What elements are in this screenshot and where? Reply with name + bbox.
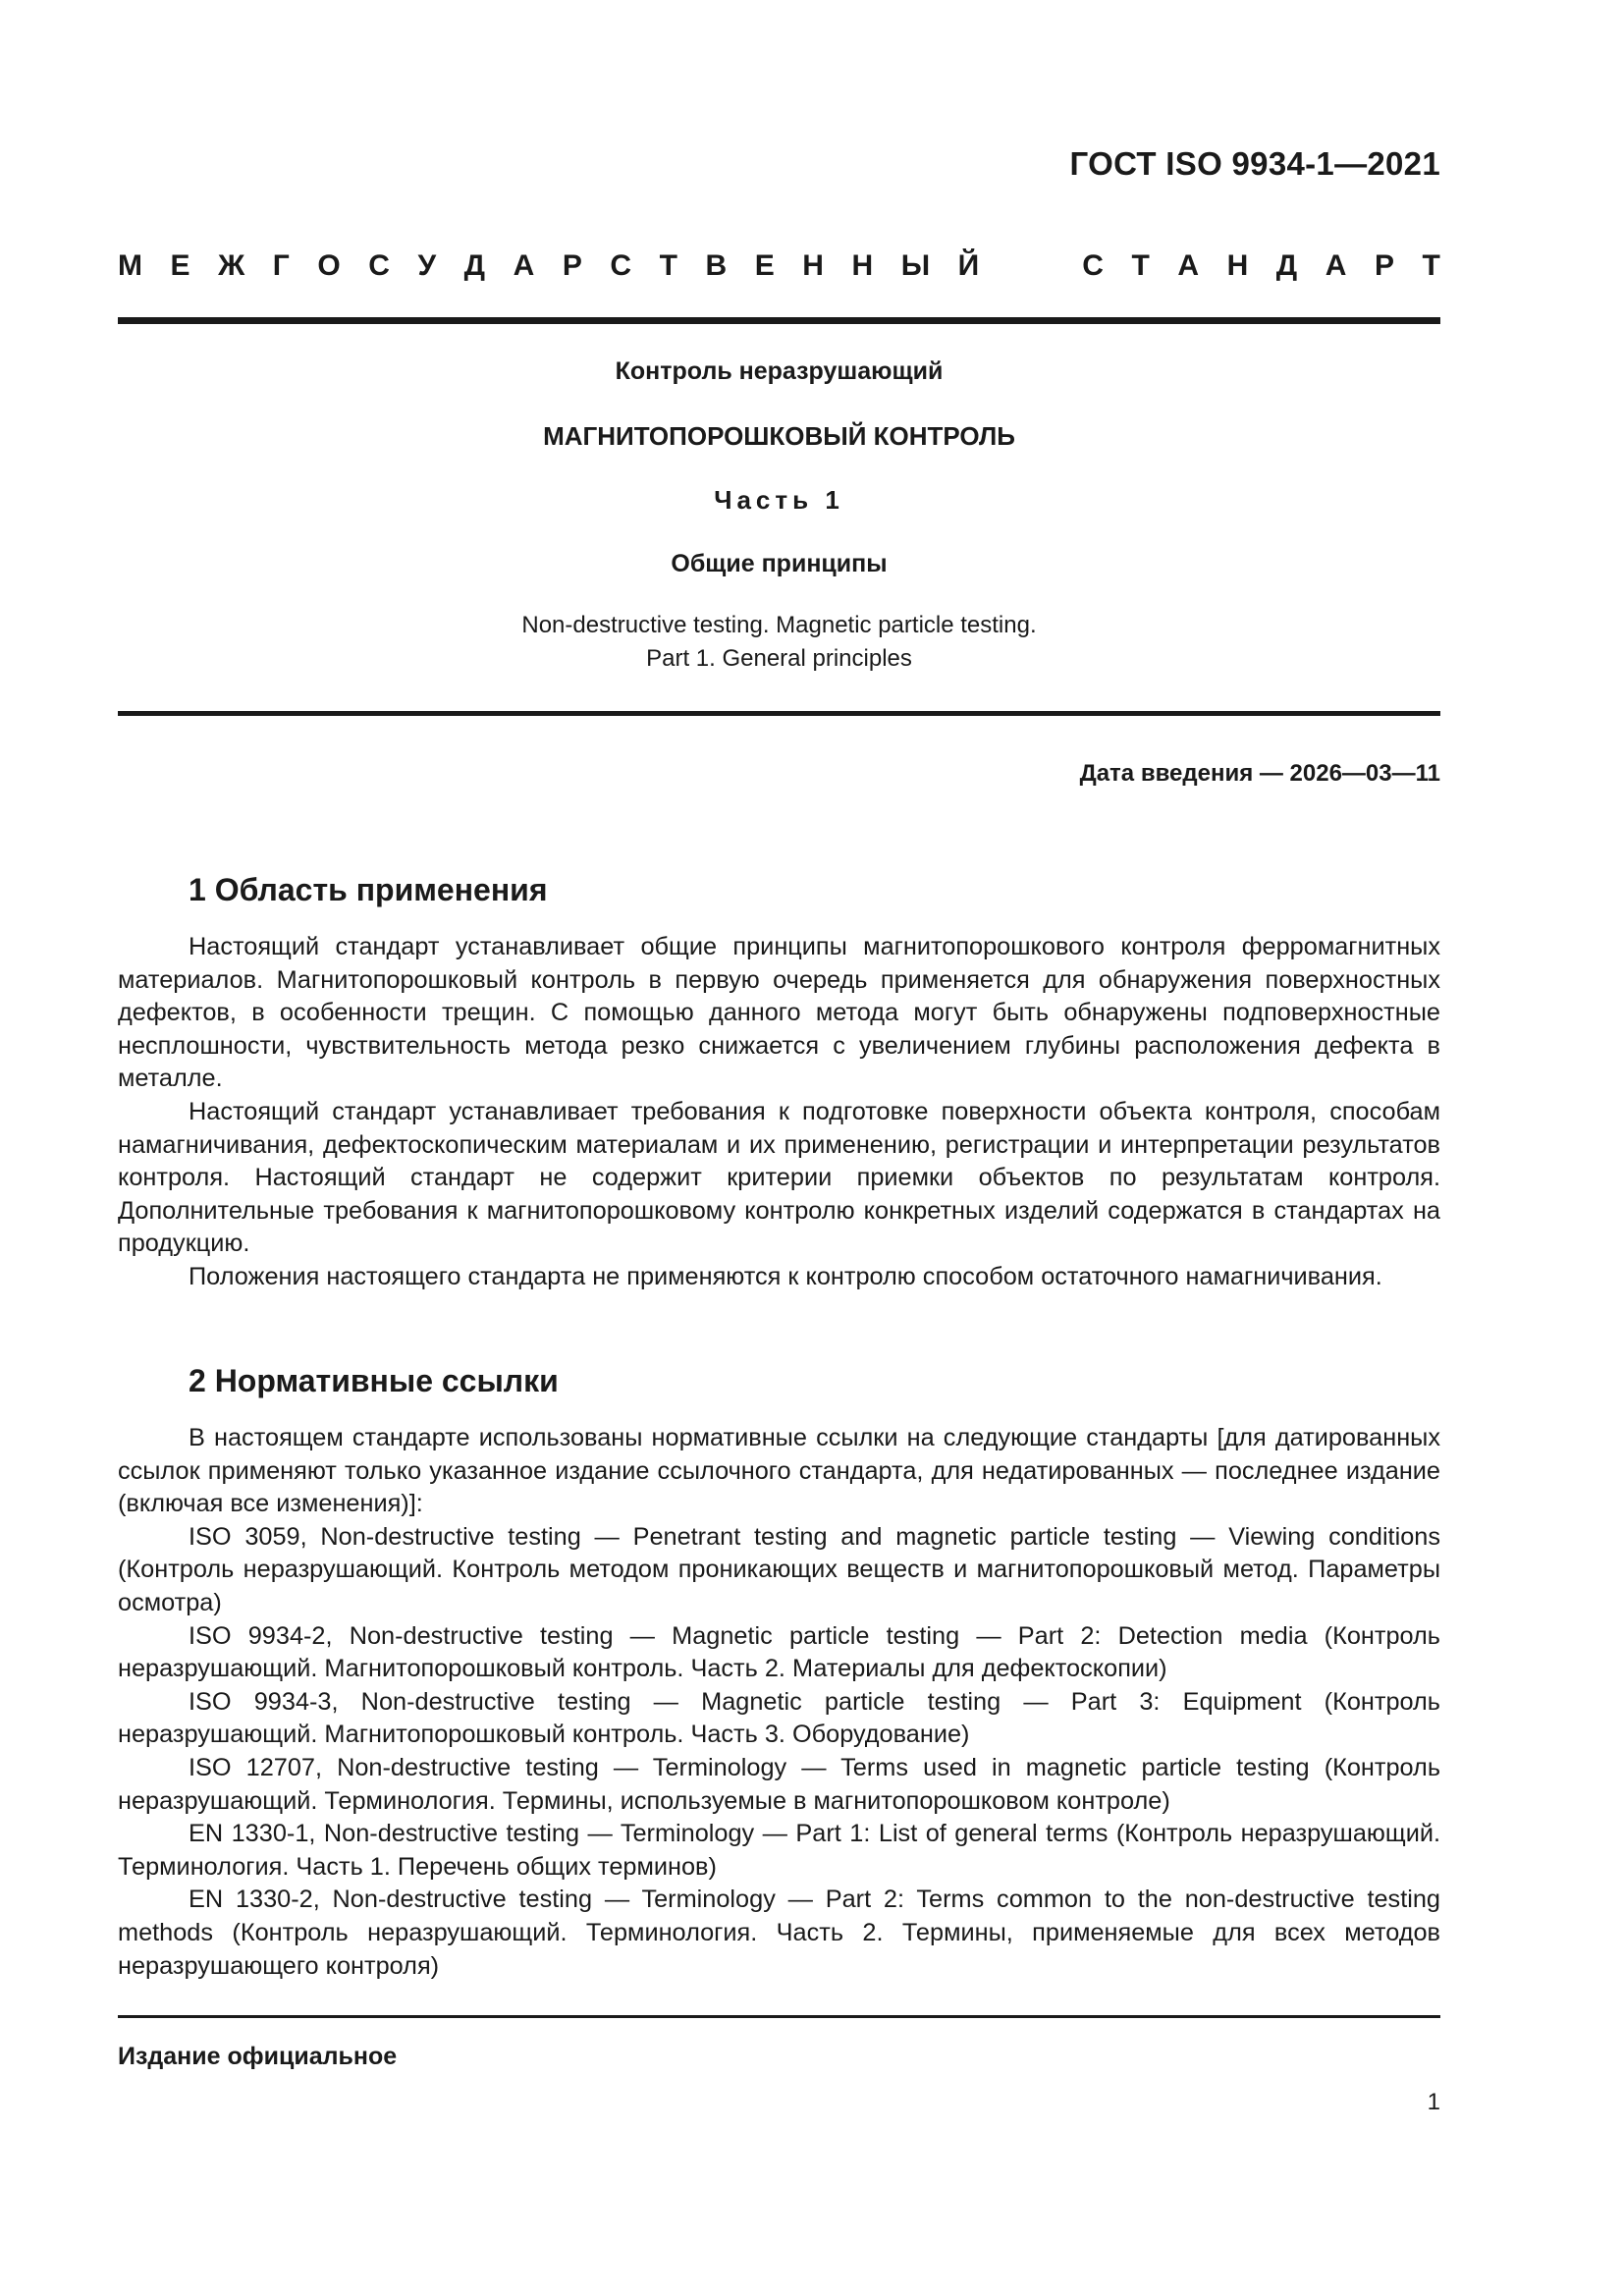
paragraph: Положения настоящего стандарта не применяются к контролю способом остаточного намагничивания. xyxy=(189,1262,1382,1290)
title-line-1: Контроль неразрушающий xyxy=(615,357,944,385)
band-letter: Г xyxy=(272,249,290,282)
band-letter: У xyxy=(417,249,437,282)
band-letter: Н xyxy=(1226,249,1249,282)
band-letter: Т xyxy=(659,249,677,282)
document-page xyxy=(118,0,1440,2296)
reference-item: ISO 3059, Non-destructive testing — Penetrant testing and magnetic particle testing — Viewing conditions (Контроль неразрушающий. Контроль методом проникающих веществ и магнитопорошковый метод. Параметры осмотра) xyxy=(118,1522,1440,1616)
official-edition-label: Издание официальное xyxy=(118,2043,398,2070)
section-1-heading: 1 Область применения xyxy=(189,872,548,907)
band-letter: С xyxy=(368,249,390,282)
reference-item: ISO 12707, Non-destructive testing — Terminology — Terms used in magnetic particle testing (Контроль неразрушающий. Терминология. Термины, используемые в магнитопорошковом контроле) xyxy=(118,1753,1440,1815)
title-line-2: МАГНИТОПОРОШКОВЫЙ КОНТРОЛЬ xyxy=(543,421,1015,451)
band-letter: Н xyxy=(851,249,874,282)
reference-item: ISO 9934-3, Non-destructive testing — Magnetic particle testing — Part 3: Equipment (Контроль неразрушающий. Магнитопорошковый контроль. Часть 3. Оборудование) xyxy=(118,1687,1440,1749)
title-en-line-2: Part 1. General principles xyxy=(646,645,912,672)
band-letter: Р xyxy=(1374,249,1394,282)
paragraph: В настоящем стандарте использованы нормативные ссылки на следующие стандарты [для датированных ссылок применяют только указанное издание ссылочного стандарта, для недатированных — последнее издание (включая все изменения)]: xyxy=(118,1424,1440,1518)
band-word-gap xyxy=(1007,249,1055,283)
band-letter: Д xyxy=(1275,249,1298,282)
band-letter: А xyxy=(1325,249,1347,282)
band-letter: А xyxy=(513,249,535,282)
band-letter: В xyxy=(705,249,728,282)
band-letter: М xyxy=(118,249,142,282)
band-letter: Д xyxy=(463,249,486,282)
reference-item: EN 1330-1, Non-destructive testing — Terminology — Part 1: List of general terms (Контроль неразрушающий. Терминология. Часть 1. Перечень общих терминов) xyxy=(118,1820,1440,1881)
band-letter: Ы xyxy=(900,249,931,282)
title-rule xyxy=(118,711,1440,716)
interstate-standard-band xyxy=(118,249,1440,283)
footer-rule xyxy=(118,2015,1440,2018)
title-line-4: Общие принципы xyxy=(671,550,888,577)
paragraph: Настоящий стандарт устанавливает общие принципы магнитопорошкового контроля ферромагнитных материалов. Магнитопорошковый контроль в первую очередь применяется для обнаружения поверхностных дефектов, в особенности трещин. С помощью данного метода могут быть обнаружены подповерхностные несплошности, чувствительность метода резко снижается с увеличением глубины расположения дефекта в металле. xyxy=(118,933,1440,1093)
section-2-heading: 2 Нормативные ссылки xyxy=(189,1363,559,1398)
band-letter: Й xyxy=(957,249,980,282)
introduction-date: Дата введения — 2026—03—11 xyxy=(1079,760,1440,787)
band-letter: Ж xyxy=(218,249,245,282)
band-letter: С xyxy=(1082,249,1104,282)
reference-item: ISO 9934-2, Non-destructive testing — Magnetic particle testing — Part 2: Detection media (Контроль неразрушающий. Магнитопорошковый контроль. Часть 2. Материалы для дефектоскопии) xyxy=(118,1621,1440,1683)
band-letter: Е xyxy=(170,249,190,282)
band-letter: Т xyxy=(1131,249,1150,282)
band-letter: Р xyxy=(562,249,582,282)
title-en-line-1: Non-destructive testing. Magnetic particle testing. xyxy=(521,612,1037,638)
title-line-3: Часть 1 xyxy=(714,485,844,515)
band-letter: О xyxy=(317,249,341,282)
document-number: ГОСТ ISO 9934-1—2021 xyxy=(1069,145,1440,182)
band-letter: Е xyxy=(754,249,775,282)
band-letter: Т xyxy=(1422,249,1440,282)
band-letter: Н xyxy=(802,249,824,282)
header-rule xyxy=(118,317,1440,324)
paragraph: Настоящий стандарт устанавливает требования к подготовке поверхности объекта контроля, способам намагничивания, дефектоскопическим материалам и их применению, регистрации и интерпретации результатов контроля. Настоящий стандарт не содержит критерии приемки объектов по результатам контроля. Дополнительные требования к магнитопорошковому контролю конкретных изделий содержатся в стандартах на продукцию. xyxy=(118,1097,1440,1258)
band-letter: С xyxy=(610,249,632,282)
band-letter: А xyxy=(1177,249,1200,282)
page-number: 1 xyxy=(1427,2089,1440,2115)
section-2-body xyxy=(118,1422,1440,1983)
reference-item: EN 1330-2, Non-destructive testing — Terminology — Part 2: Terms common to the non-destructive testing methods (Контроль неразрушающий. Терминология. Часть 2. Термины, применяемые для всех методов неразрушающего контроля) xyxy=(118,1886,1440,1980)
section-1-body xyxy=(118,931,1440,1294)
